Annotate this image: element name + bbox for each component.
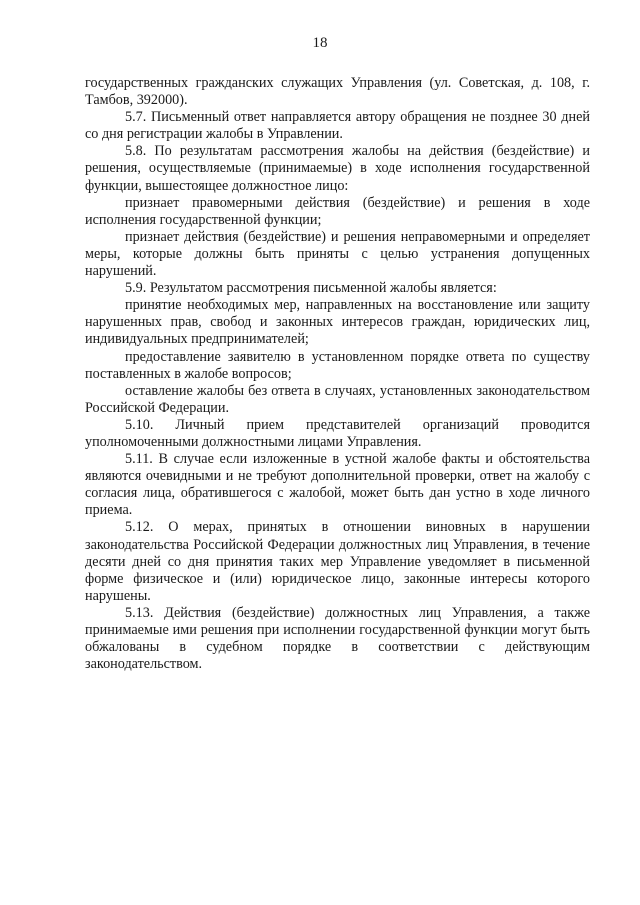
- paragraph-5-11: 5.11. В случае если изложенные в устной жалобе факты и обстоятельства являются очевидными и не требуют дополнительной проверки, ответ на жалобу с согласия лица, обратившегося с жалобой, может быть дан устно в ходе личного приема.: [85, 451, 590, 519]
- paragraph-5-8: 5.8. По результатам рассмотрения жалобы на действия (бездействие) и решения, осуществляемые (принимаемые) в ходе исполнения государственной функции, вышестоящее должностное лицо:: [85, 143, 590, 194]
- paragraph-5-10: 5.10. Личный прием представителей организаций проводится уполномоченными должностными лицами Управления.: [85, 416, 590, 450]
- paragraph-5-7: 5.7. Письменный ответ направляется автору обращения не позднее 30 дней со дня регистрации жалобы в Управлении.: [85, 109, 590, 143]
- document-body: [85, 75, 590, 673]
- paragraph-5-13: 5.13. Действия (бездействие) должностных лиц Управления, а также принимаемые ими решения при исполнении государственной функции могут быть обжалованы в судебном порядке в соответствии с действующим законодательством.: [85, 604, 590, 673]
- paragraph-5-9-item-3: оставление жалобы без ответа в случаях, установленных законодательством Российской Федерации.: [85, 382, 590, 416]
- paragraph-5-9-item-1: принятие необходимых мер, направленных на восстановление или защиту нарушенных прав, свобод и законных интересов граждан, юридических лиц, индивидуальных предпринимателей;: [85, 297, 590, 348]
- paragraph-5-9-item-2: предоставление заявителю в установленном порядке ответа по существу поставленных в жалобе вопросов;: [85, 348, 590, 382]
- paragraph-5-9: 5.9. Результатом рассмотрения письменной жалобы является:: [125, 280, 497, 297]
- paragraph-continuation: государственных гражданских служащих Управления (ул. Советская, д. 108, г. Тамбов, 392000).: [85, 75, 590, 109]
- paragraph-5-8-item-2: признает действия (бездействие) и решения неправомерными и определяет меры, которые должны быть приняты с целью устранения допущенных нарушений.: [85, 228, 590, 280]
- paragraph-5-12: 5.12. О мерах, принятых в отношении виновных в нарушении законодательства Российской Федерации должностных лиц Управления, в течение десяти дней со дня принятия таких мер Управление уведомляет в письменной форме физическое и (или) юридическое лицо, законные интересы которого нарушены.: [85, 519, 590, 604]
- paragraph-5-8-item-1: признает правомерными действия (бездействие) и решения в ходе исполнения государственной функции;: [85, 194, 590, 228]
- page-number: 18: [312, 35, 328, 51]
